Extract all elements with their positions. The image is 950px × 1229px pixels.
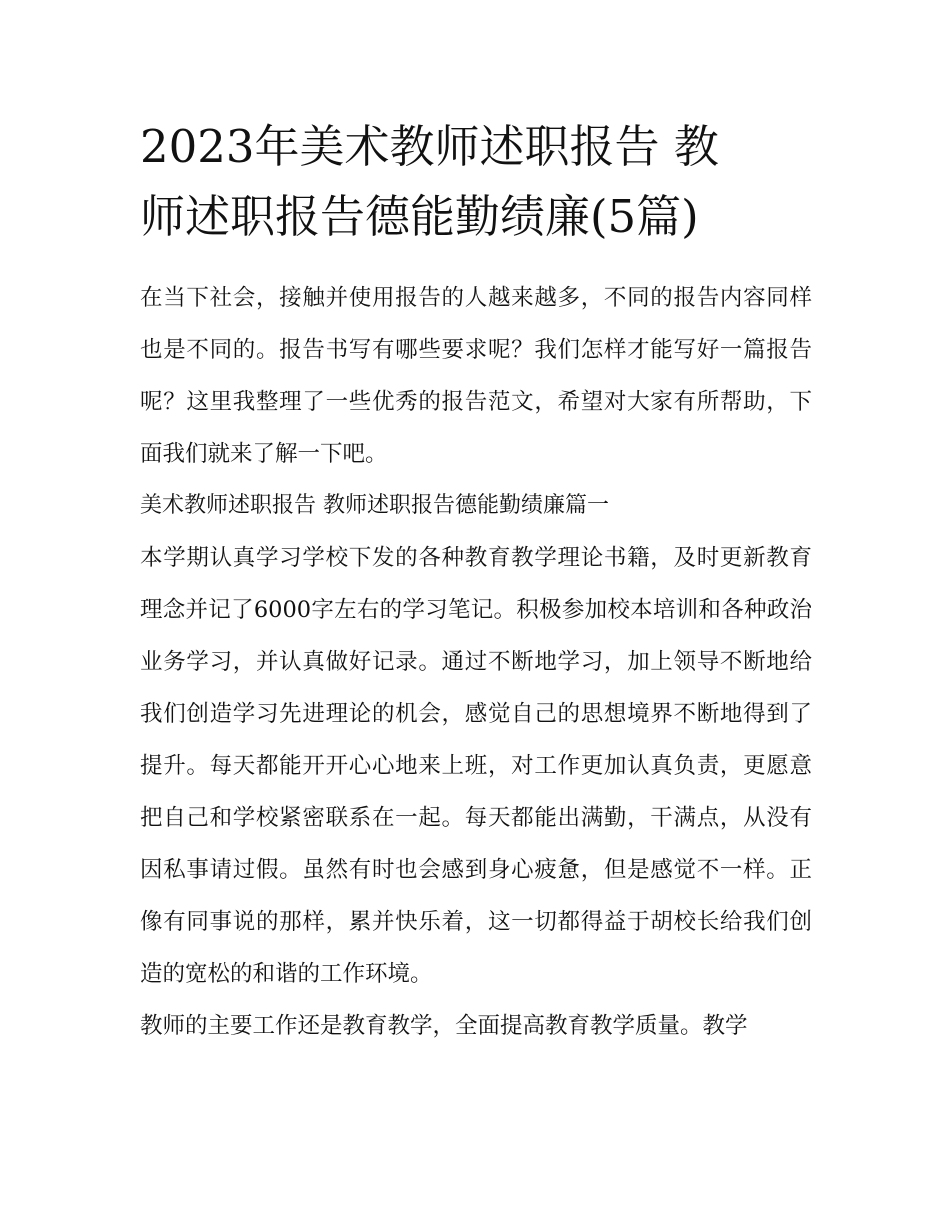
intro-paragraph: 在当下社会，接触并使用报告的人越来越多，不同的报告内容同样也是不同的。报告书写有哪些要求呢？我们怎样才能写好一篇报告呢？这里我整理了一些优秀的报告范文，希望对大家有所帮助，下面我们就来了解一下吧。: [140, 285, 812, 467]
body-paragraph-1: 本学期认真学习学校下发的各种教育教学理论书籍，及时更新教育理念并记了6000字左右的学习笔记。积极参加校本培训和各种政治业务学习，并认真做好记录。通过不断地学习，加上领导不断地给我们创造学习先进理论的机会，感觉自己的思想境界不断地得到了提升。每天都能开开心心地来上班，对工作更加认真负责，更愿意把自己和学校紧密联系在一起。每天都能出满勤，干满点，从没有因私事请过假。虽然有时也会感到身心疲惫，但是感觉不一样。正像有同事说的那样，累并快乐着，这一切都得益于胡校长给我们创造的宽松的和谐的工作环境。: [140, 545, 812, 987]
title-line-1: 2023年美术教师述职报告 教: [140, 120, 719, 173]
document-page: [140, 112, 812, 1052]
document-title: [140, 112, 812, 252]
body-paragraph-2: 教师的主要工作还是教育教学，全面提高教育教学质量。教学: [140, 1013, 748, 1039]
title-line-2: 师述职报告德能勤绩廉(5篇): [140, 190, 699, 243]
section-heading: 美术教师述职报告 教师述职报告德能勤绩廉篇一: [140, 493, 609, 518]
